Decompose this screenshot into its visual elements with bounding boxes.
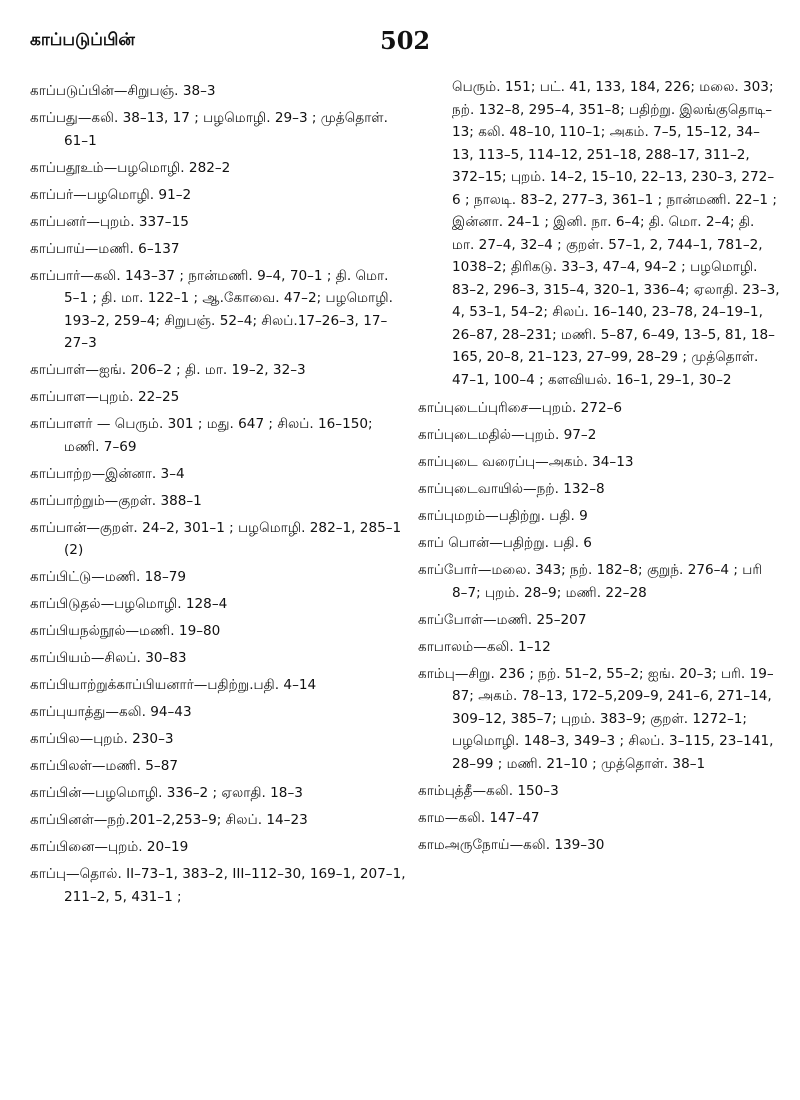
index-entry: காப்புடைமதில்—புறம். 97–2 bbox=[418, 427, 597, 443]
running-head: காப்படுப்பின் bbox=[30, 30, 135, 50]
index-entry: காப்பினள்—நற்.201–2,253–9; சிலப். 14–23 bbox=[30, 812, 308, 828]
index-entry: காப்பது—கலி. 38–13, 17 ; பழமொழி. 29–3 ; முத்தொள். 61–1 bbox=[30, 110, 388, 149]
page-number: 502 bbox=[380, 26, 431, 55]
index-entry: காப்பாற்றும்—குறள். 388–1 bbox=[30, 492, 202, 509]
index-entry: காப்பாளர் — பெரும். 301 ; மது. 647 ; சிலப். 16–150; மணி. 7–69 bbox=[30, 416, 373, 455]
index-entry: காப்படுப்பின்—சிறுபஞ். 38–3 bbox=[30, 83, 216, 99]
index-entry: காபாலம்—கலி. 1–12 bbox=[418, 638, 551, 655]
index-entry: காப்பில—புறம். 230–3 bbox=[30, 731, 174, 747]
index-entry: காப்பின்—பழமொழி. 336–2 ; ஏலாதி. 18–3 bbox=[30, 785, 303, 801]
index-entry: காப்பனர்—புறம். 337–15 bbox=[30, 213, 189, 230]
index-entry: காப்பிடுதல்—பழமொழி. 128–4 bbox=[30, 596, 228, 612]
index-entry: காப்பு—தொல். II–73–1, 383–2, III–112–30, 169–1, 207–1, 211–2, 5, 431–1 ; bbox=[30, 866, 406, 905]
index-entry: காப்பார்—கலி. 143–37 ; நான்மணி. 9–4, 70–1 ; தி. மொ. 5–1 ; தி. மா. 122–1 ; ஆ.கோவை. 47–2; பழமொழி. 193–2, 259–4; சிறுபஞ். 52–4; சிலப்.17–26–3, 17–27–3 bbox=[30, 267, 393, 351]
index-entry: காப்புடைவாயில்—நற். 132–8 bbox=[418, 481, 605, 497]
index-entry: காப்புடைப்புரிசை—புறம். 272–6 bbox=[418, 400, 623, 416]
right-column bbox=[418, 76, 780, 861]
index-entry: காப்பாற்ற—இன்னா. 3–4 bbox=[30, 465, 185, 482]
index-entry: காப்புடை வரைப்பு—அகம். 34–13 bbox=[418, 454, 634, 470]
index-entry: காப்பியாற்றுக்காப்பியனார்—பதிற்று.பதி. 4–14 bbox=[30, 677, 317, 693]
index-entry: காம்புத்தீ—கலி. 150–3 bbox=[418, 782, 559, 799]
index-entry: காப்பாள்—ஐங். 206–2 ; தி. மா. 19–2, 32–3 bbox=[30, 362, 306, 378]
index-entry: காப்பியநல்நூல்—மணி. 19–80 bbox=[30, 623, 221, 639]
index-entry: காப்பாள—புறம். 22–25 bbox=[30, 389, 180, 405]
index-entry: காப்பாய்—மணி. 6–137 bbox=[30, 240, 180, 257]
index-entry: காப்புமறம்—பதிற்று. பதி. 9 bbox=[418, 508, 588, 524]
index-entry: காப்பிட்டு—மணி. 18–79 bbox=[30, 569, 187, 585]
index-entry: காப் பொன்—பதிற்று. பதி. 6 bbox=[418, 535, 592, 551]
index-entry: காப்பான்—குறள். 24–2, 301–1 ; பழமொழி. 282–1, 285–1 (2) bbox=[30, 519, 402, 558]
index-entry: காப்புயாத்து—கலி. 94–43 bbox=[30, 704, 192, 720]
index-entry: காப்பினை—புறம். 20–19 bbox=[30, 839, 189, 855]
index-entry: காப்பிலள்—மணி. 5–87 bbox=[30, 758, 178, 774]
left-column bbox=[30, 80, 408, 913]
index-entry: காம்பு—சிறு. 236 ; நற். 51–2, 55–2; ஐங். 20–3; பரி. 19–87; அகம். 78–13, 172–5,209–9, 241–6, 271–14, 309–12, 385–7; புறம். 383–9; குறள். 1272–1; பழமொழி. 148–3, 349–3 ; சிலப். 3–115, 23–141, 28–99 ; மணி. 21–10 ; முத்தொள். 38–1 bbox=[418, 665, 774, 772]
index-entry: காப்பர்—பழமொழி. 91–2 bbox=[30, 186, 192, 203]
index-entry: காப்போர்—மலை. 343; நற். 182–8; குறுந். 276–4 ; பரி 8–7; புறம். 28–9; மணி. 22–28 bbox=[418, 562, 763, 601]
index-entry: காப்போள்—மணி. 25–207 bbox=[418, 611, 587, 628]
index-entry-continuation: பெரும். 151; பட். 41, 133, 184, 226; மலை. 303; நற். 132–8, 295–4, 351–8; பதிற்று. இலங்குதொடி–13; கலி. 48–10, 110–1; அகம். 7–5, 15–12, 34–13, 113–5, 114–12, 251–18, 288–17, 311–2, 372–15; புறம். 14–2, 15–10, 22–13, 230–3, 272–6 ; நாலடி. 83–2, 277–3, 361–1 ; நான்மணி. 22–1 ; இன்னா. 24–1 ; இனி. நா. 6–4; தி. மொ. 2–4; தி. மா. 27–4, 32–4 ; குறள். 57–1, 2, 744–1, 781–2, 1038–2; திரிகடு. 33–3, 47–4, 94–2 ; பழமொழி. 83–2, 296–3, 315–4, 320–1, 336–4; ஏலாதி. 23–3, 4, 53–1, 54–2; சிலப். 16–140, 23–78, 24–19–1, 26–87, 28–231; மணி. 5–87, 6–49, 13–5, 81, 18–165, 20–8, 21–123, 27–99, 28–29 ; முத்தொள். 47–1, 100–4 ; களவியல். 16–1, 29–1, 30–2 bbox=[452, 79, 780, 388]
index-entry: காப்பதூஉம்—பழமொழி. 282–2 bbox=[30, 159, 231, 176]
index-entry: காமஅருநோய்—கலி. 139–30 bbox=[418, 836, 605, 853]
index-entry: காப்பியம்—சிலப். 30–83 bbox=[30, 650, 187, 666]
index-entry: காம—கலி. 147–47 bbox=[418, 809, 540, 826]
